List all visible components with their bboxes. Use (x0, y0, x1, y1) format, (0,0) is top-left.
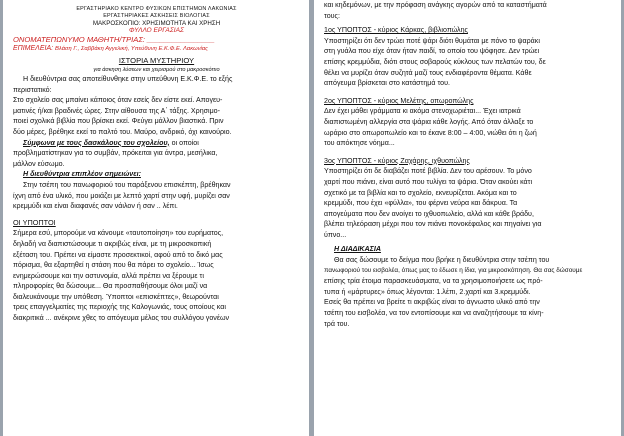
student-name-line (13, 35, 300, 44)
procedure-line-5: Εσείς θα πρέπει να βρείτε τι ακριβώς είναι το άγνωστο υλικό από την (324, 298, 540, 307)
suspect-2-heading: 2ος ΥΠΟΠΤΟΣ - κύριος Μελέτης, οπωροπώλης (324, 96, 474, 105)
suspect-3-line-6: βλέπει τηλεόραση μέχρι που τον πιάνει πονοκέφαλος και πηγαίνει για (324, 220, 542, 229)
paragraph-story-1: Στο σχολείο σας μπαίνει κάποιος όταν εσείς δεν είστε εκεί. Απογευ- (13, 96, 223, 105)
page-left (3, 0, 309, 436)
story-subtitle: για άσκηση λύσεων και χειρισμού στο μακροσκόπιο (93, 67, 220, 73)
suspects-heading: ΟΙ ΥΠΟΠΤΟΙ (13, 217, 56, 227)
suspect-1-line-3: επίσης κρεμμύδια, διότι στους σοβαρούς κύκλους των πελατών του, δε (324, 57, 546, 66)
suspects-line-3: εξέταση του. Πρέπει να είμαστε προσεκτικοί, αφού από το δικό μας (13, 250, 223, 259)
teachers-line-2: προβληματίστηκαν για το συμβάν, πρόκειται για άντρα, μεσήλικα, (13, 149, 218, 158)
principal-notes-heading: Η διευθύντρια επιπλέον σημειώνει: (23, 170, 141, 179)
procedure-line-3: επίσης τρία έτοιμα παρασκευάσματα, να τα χρησιμοποιήσετε ως πρό- (324, 277, 543, 286)
evidence-line-3: κρεμμύδι και είναι διαφανές σαν νάιλον ή σαν .. λέπι. (13, 202, 178, 211)
suspect-2-line-3: ωράριο στο οπωροπωλείο και το έκανε 8:00 – 4:00, νιώθει ότι η ζωή (324, 128, 537, 137)
suspect-1-heading: 1ος ΥΠΟΠΤΟΣ - κύριος Κάρκας, βιβλιοπώλης (324, 26, 468, 35)
continuation-line-1: και κηδεμόνων, με την πρόφαση ανάγκης αγορών από τα καταστήματά (324, 1, 547, 9)
story-title: ΙΣΤΟΡΙΑ ΜΥΣΤΗΡΙΟΥ (118, 56, 195, 65)
suspect-3-heading: 3ος ΥΠΟΠΤΟΣ - κύριος Ζαχάρης, ιχθυοπώλης (324, 156, 470, 165)
paragraph-story-3: ποιεί σχολικά βιβλία που βρίσκει εκεί. Φεύγει μάλλον βιαστικά. Πριν (13, 117, 224, 126)
header-line-3: ΜΑΚΡΟΣΚΟΠΙΟ: ΧΡΗΣΙΜΟΤΗΤΑ ΚΑΙ ΧΡΗΣΗ (92, 19, 221, 27)
suspect-3-line-2: χαρτί που πιάνει, είναι αυτό που τυλίγει τα ψάρια. Όταν ακούει κάτι (324, 177, 533, 186)
procedure-line-2: πανωφοριού του εισβολέα, όπως μας το έδωσε η ίδια, για μικροσκόπηση. Θα σας δώσουμε (324, 266, 583, 274)
suspect-3-line-5: απογεύματα που δεν ανοίγει το ιχθυοπωλείο, αλλά και κάθε βράδυ, (324, 209, 534, 218)
suspect-1-line-4: θέλει να μυρίζει όταν συζητά μαζί τους ενδιαφέροντα θέματα. Κάθε (324, 68, 532, 77)
header-line-1: ΕΡΓΑΣΤΗΡΙΑΚΟ ΚΕΝΤΡΟ ΦΥΣΙΚΩΝ ΕΠΙΣΤΗΜΩΝ ΛΑΚΩΝΙΑΣ (76, 6, 237, 12)
authors-line (13, 44, 300, 54)
procedure-line-6: τσέπη του εισβολέα, να τον εντοπίσουμε και να αναζητήσουμε τα κίνη- (324, 309, 544, 318)
suspect-3-line-1: Υποστηρίζει ότι δε διαβάζει ποτέ βιβλία. Δεν του αρέσουν. Το μόνο (324, 167, 532, 176)
procedure-heading: Η ΔΙΑΔΙΚΑΣΙΑ (334, 245, 381, 254)
section-head-principal (13, 169, 300, 180)
suspect-1-line-5: απόγευμα βρίσκεται στο κατάστημά του. (324, 79, 450, 88)
continuation-line-2: τους: (324, 11, 340, 20)
procedure-heading-line (324, 244, 612, 255)
authors-label: ΕΠΙΜΕΛΕΙΑ: (13, 45, 54, 52)
suspects-line-4: πόρισμα, θα εξαρτηθεί η στάση που θα πάρει το σχολείο... Ίσως (13, 261, 214, 270)
suspect-1-line-2: στη γυάλα που είχε όταν ήταν παιδί, το οποίο του ψόφησε. Δεν τρώει (324, 47, 540, 56)
procedure-line-7: τρά του. (324, 319, 350, 328)
suspect-3-line-3: σχετικό με τα βιβλία και το σχολείο, εκνευρίζεται. Ακόμα και το (324, 188, 517, 197)
authors-text: Βλάση Γ., Σαββάκη Αγγελική, Υπεύθυνη Ε.Κ.Φ.Ε. Λακωνίας (55, 46, 209, 52)
teachers-line-3: μάλλον εύσωμο. (13, 159, 65, 168)
worksheet-label: ΦΥΛΛΟ ΕΡΓΑΣΙΑΣ (129, 27, 184, 34)
suspects-line-6: πληροφορίες θα δώσουμε... Θα προσπαθήσουμε όλοι μαζί να (13, 282, 208, 291)
evidence-line-2: ίχνη από ένα υλικό, που μοιάζει με λεπτό χαρτί στην υφή, μυρίζει σαν (13, 191, 230, 200)
suspect-2-line-4: του απόκτησε νόημα... (324, 139, 395, 148)
page-right (314, 0, 621, 436)
suspects-line-2: δηλαδή να διαπιστώσουμε τι ακριβώς είναι, με τη μικροσκοπική (13, 239, 212, 248)
suspects-line-7: διαλευκάνουμε την υπόθεση. Ύποπτοι «επισκέπτες», θεωρούνται (13, 292, 219, 301)
suspect-2-line-1: Δεν έχει μάθει γράμματα κι ακόμα στενοχωριέται... Έχει ιατρικά (324, 107, 521, 116)
paragraph-story-4: δύο μέρες, βρέθηκε εκεί το παλτό του. Μαύρο, ανδρικό, όχι καινούριο. (13, 127, 232, 136)
suspects-line-5: ενημερώσουμε και την αστυνομία, αλλά πρέπει να ξέρουμε τι (13, 271, 204, 280)
suspects-line-1: Σήμερα εσύ, μπορούμε να κάνουμε «ταυτοποίηση» του ευρήματος, (13, 229, 224, 238)
teachers-rest: οι οποίοι (169, 138, 199, 147)
suspect-3-line-7: ύπνο... (324, 230, 347, 239)
document-header (13, 6, 300, 35)
student-name-blank: ________________ (147, 35, 215, 44)
student-name-label: ΟΝΟΜΑΤΕΠΩΝΥΜΟ ΜΑΘΗΤΗ/ΤΡΙΑΣ: (13, 35, 145, 44)
procedure-line-4: τυπα ή «μάρτυρες» όπως λέγονται: 1.λέπι, 2.χαρτί και 3.κρεμμύδι. (324, 287, 531, 296)
evidence-line-1: Στην τσέπη του πανωφοριού του παράξενου επισκέπτη, βρέθηκαν (23, 180, 231, 189)
suspects-line-9: διακριτικά ... ανέκρινε χθες το απόγευμα μέλος του συλλόγου γονέων (13, 314, 230, 323)
suspect-3-line-4: κρεμμύδι, που έχει «φύλλα», του φέρνει νεύρα και δάκρυα. Τα (324, 199, 518, 208)
teachers-line (13, 138, 300, 149)
suspects-line-8: τρεις επαγγελματίες της περιοχής της Καλογωνιάς, τους οποίους και (13, 303, 226, 312)
suspect-1-line-1: Υποστηρίζει ότι δεν τρώει ποτέ ψάρι διότι θυμάται με πόνο το ψαράκι (324, 36, 540, 45)
paragraph-intro-1: Η διευθύντρια σας αποτείθυνθηκε στην υπεύθυνη Ε.Κ.Φ.Ε. το εξής (23, 75, 233, 83)
paragraph-story-2: ματινές ή/και βραδινές ώρες. Στην αίθουσα της Α΄ τάξης. Χρησιμο- (13, 106, 220, 115)
teachers-emphasis: Σύμφωνα με τους δασκάλους του σχολείου, (23, 138, 170, 147)
paragraph-intro-2: περιστατικό: (13, 85, 52, 94)
procedure-line-1: Θα σας δώσουμε το δείγμα που βρήκε η διευθύντρια στην τσέπη του (334, 256, 550, 265)
header-line-2: ΕΡΓΑΣΤΗΡΙΑΚΕΣ ΑΣΚΗΣΕΙΣ ΒΙΟΛΟΓΙΑΣ (103, 12, 210, 19)
suspect-2-line-2: διαπιστωμένη αλλεργία στα ψάρια κάθε λογής. Από όταν άλλαξε το (324, 117, 534, 126)
